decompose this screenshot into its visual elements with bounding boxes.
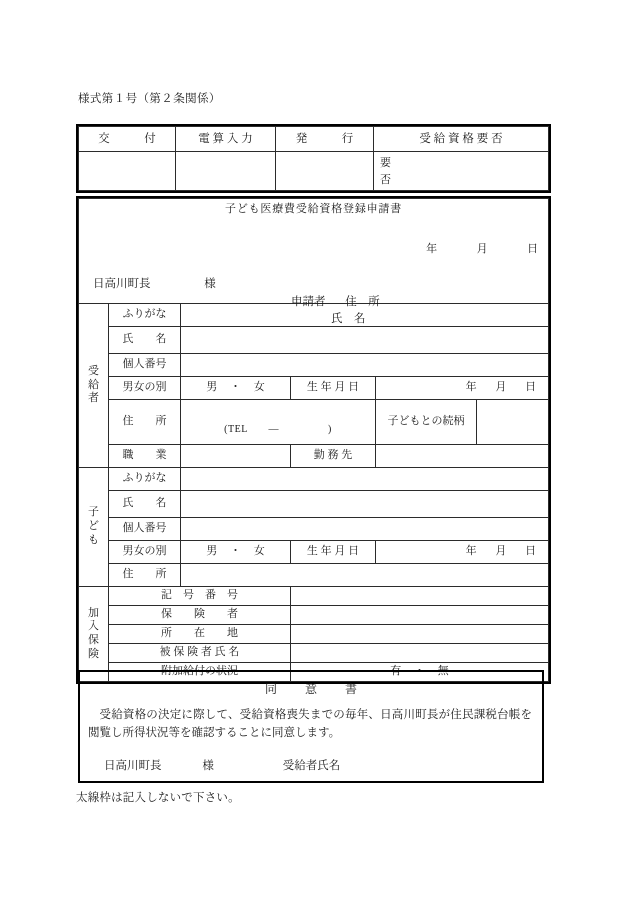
admin-field-data-entry[interactable] bbox=[176, 152, 276, 191]
section-label-recipient-char-1: 受 bbox=[88, 364, 99, 377]
applicant-name-label: 氏 名 bbox=[331, 313, 366, 325]
admin-processing-table bbox=[78, 126, 549, 191]
extra-benefit-option-yes[interactable]: 有 bbox=[390, 665, 402, 678]
page-title: 子ども医療費受給資格登録申請書 bbox=[79, 199, 549, 222]
section-label-insurance-char-4: 険 bbox=[88, 647, 99, 660]
consent-mayor-honorific: 様 bbox=[202, 759, 214, 772]
date-day-label: 日 bbox=[527, 243, 539, 255]
section-label-child bbox=[79, 468, 109, 587]
recipient-tel-dash: — bbox=[268, 423, 279, 435]
child-mynumber-label: 個人番号 bbox=[109, 518, 181, 541]
child-birth-year-label: 年 bbox=[465, 545, 477, 558]
recipient-birth-month-label: 月 bbox=[495, 381, 507, 394]
admin-header-data-entry: 電 算 入 力 bbox=[176, 127, 276, 152]
insurance-location-label: 所 在 地 bbox=[109, 625, 291, 644]
addressee-mayor: 日高川町長 bbox=[93, 278, 151, 290]
admin-field-issue[interactable] bbox=[79, 152, 176, 191]
insurance-extra-benefit-label: 附加給付の状況 bbox=[109, 663, 291, 682]
recipient-tel-open-paren: (TEL bbox=[224, 423, 248, 435]
table-row-recipient-occupation bbox=[79, 445, 549, 468]
consent-recipient-name-label[interactable]: 受給者氏名 bbox=[282, 759, 341, 772]
date-month-label: 月 bbox=[476, 243, 488, 255]
addressee-line bbox=[93, 277, 216, 291]
recipient-birthdate-label: 生 年 月 日 bbox=[291, 377, 376, 400]
table-row-insurance-symbol bbox=[79, 587, 549, 606]
child-gender-option-male[interactable]: 男 bbox=[206, 545, 218, 558]
recipient-gender-option-male[interactable]: 男 bbox=[206, 381, 218, 394]
extra-benefit-separator: ・ bbox=[414, 665, 426, 678]
footer-note: 太線枠は記入しないで下さい。 bbox=[76, 792, 240, 804]
recipient-birth-day-label: 日 bbox=[525, 381, 537, 394]
table-row-admin-header bbox=[79, 127, 549, 152]
consent-box bbox=[78, 670, 544, 783]
consent-signature-line bbox=[80, 743, 542, 773]
recipient-address-label: 住 所 bbox=[109, 400, 181, 445]
child-furigana-label: ふりがな bbox=[109, 468, 181, 491]
recipient-workplace-field[interactable] bbox=[376, 445, 549, 468]
recipient-tel-close-paren: ) bbox=[327, 423, 332, 435]
child-gender-label: 男女の別 bbox=[109, 541, 181, 564]
section-label-insurance-char-3: 保 bbox=[88, 634, 99, 646]
child-birthdate-field[interactable] bbox=[376, 541, 549, 564]
recipient-name-field[interactable] bbox=[181, 327, 549, 354]
addressee-honorific: 様 bbox=[204, 278, 216, 290]
child-gender-option-female[interactable]: 女 bbox=[253, 545, 265, 558]
recipient-occupation-field[interactable] bbox=[181, 445, 291, 468]
recipient-gender-option-female[interactable]: 女 bbox=[253, 381, 265, 394]
table-row-child-furigana bbox=[79, 468, 549, 491]
insurance-insurer-label: 保 険 者 bbox=[109, 606, 291, 625]
admin-header-issue: 交 付 bbox=[79, 127, 176, 152]
child-name-field[interactable] bbox=[181, 491, 549, 518]
section-label-child-char-3: も bbox=[88, 533, 99, 546]
section-label-child-char-1: 子 bbox=[88, 506, 99, 519]
recipient-gender-separator: ・ bbox=[230, 381, 241, 394]
recipient-name-label: 氏 名 bbox=[109, 327, 181, 354]
table-row-title bbox=[79, 199, 549, 222]
table-row-child-mynumber bbox=[79, 518, 549, 541]
applicant-block bbox=[291, 295, 380, 325]
insurance-symbol-number-label: 記 号 番 号 bbox=[109, 587, 291, 606]
insurance-insured-name-field[interactable] bbox=[291, 644, 549, 663]
section-label-child-char-2: ど bbox=[88, 520, 99, 533]
child-address-field[interactable] bbox=[181, 564, 549, 587]
recipient-relation-label: 子どもとの続柄 bbox=[376, 400, 477, 445]
insurance-insurer-field[interactable] bbox=[291, 606, 549, 625]
section-label-insurance-char-2: 入 bbox=[88, 620, 99, 633]
table-row-insurance-insurer bbox=[79, 606, 549, 625]
insurance-insured-name-label: 被 保 険 者 氏 名 bbox=[109, 644, 291, 663]
applicant-address-label: 住 所 bbox=[345, 296, 380, 308]
table-row-recipient-gender-birth bbox=[79, 377, 549, 400]
admin-header-publication: 発 行 bbox=[276, 127, 374, 152]
table-row-recipient-name bbox=[79, 327, 549, 354]
recipient-furigana-label: ふりがな bbox=[109, 304, 181, 327]
consent-title: 同 意 書 bbox=[264, 682, 365, 696]
insurance-location-field[interactable] bbox=[291, 625, 549, 644]
table-row-child-gender-birth bbox=[79, 541, 549, 564]
eligibility-option-required[interactable]: 要 bbox=[380, 157, 391, 170]
recipient-gender-field[interactable] bbox=[181, 377, 291, 400]
application-date-line[interactable] bbox=[426, 243, 538, 257]
date-year-label: 年 bbox=[426, 243, 438, 255]
table-row-child-name bbox=[79, 491, 549, 518]
admin-field-publication[interactable] bbox=[276, 152, 374, 191]
recipient-relation-field[interactable] bbox=[477, 400, 549, 445]
table-row-child-address bbox=[79, 564, 549, 587]
child-gender-separator: ・ bbox=[230, 545, 241, 558]
child-gender-field[interactable] bbox=[181, 541, 291, 564]
insurance-symbol-number-field[interactable] bbox=[291, 587, 549, 606]
table-row-recipient-address bbox=[79, 400, 549, 445]
extra-benefit-option-no[interactable]: 無 bbox=[437, 665, 449, 678]
section-label-insurance bbox=[79, 587, 109, 682]
recipient-mynumber-label: 個人番号 bbox=[109, 354, 181, 377]
table-row-recipient-mynumber bbox=[79, 354, 549, 377]
admin-header-eligibility: 受 給 資 格 要 否 bbox=[374, 127, 549, 152]
admin-field-eligibility[interactable] bbox=[374, 152, 549, 191]
table-row-insurance-insured-name bbox=[79, 644, 549, 663]
recipient-birth-year-label: 年 bbox=[465, 381, 477, 394]
recipient-gender-label: 男女の別 bbox=[109, 377, 181, 400]
table-row-header-block bbox=[79, 221, 549, 304]
application-table bbox=[78, 198, 549, 682]
consent-mayor: 日高川町長 bbox=[104, 759, 162, 772]
child-mynumber-field[interactable] bbox=[181, 518, 549, 541]
recipient-birthdate-field[interactable] bbox=[376, 377, 549, 400]
form-number: 様式第１号（第２条関係） bbox=[78, 93, 221, 105]
section-label-recipient-char-2: 給 bbox=[88, 378, 99, 391]
child-name-label: 氏 名 bbox=[109, 491, 181, 518]
recipient-address-field[interactable] bbox=[181, 400, 376, 445]
child-birthdate-label: 生 年 月 日 bbox=[291, 541, 376, 564]
table-row-admin-values bbox=[79, 152, 549, 191]
table-row-insurance-location bbox=[79, 625, 549, 644]
section-label-recipient bbox=[79, 304, 109, 468]
recipient-mynumber-field[interactable] bbox=[181, 354, 549, 377]
recipient-workplace-label: 勤 務 先 bbox=[291, 445, 376, 468]
eligibility-option-not-required[interactable]: 否 bbox=[380, 174, 391, 186]
applicant-label: 申請者 bbox=[291, 296, 326, 308]
child-furigana-field[interactable] bbox=[181, 468, 549, 491]
consent-body-text: 受給資格の決定に際して、受給資格喪失までの毎年、日高川町長が住民課税台帳を閲覧し所得状況等を確認することに同意します。 bbox=[88, 709, 532, 739]
child-address-label: 住 所 bbox=[109, 564, 181, 587]
recipient-occupation-label: 職 業 bbox=[109, 445, 181, 468]
section-label-recipient-char-3: 者 bbox=[88, 392, 99, 405]
child-birth-day-label: 日 bbox=[525, 545, 537, 558]
child-birth-month-label: 月 bbox=[495, 545, 507, 558]
section-label-insurance-char-1: 加 bbox=[88, 606, 99, 619]
